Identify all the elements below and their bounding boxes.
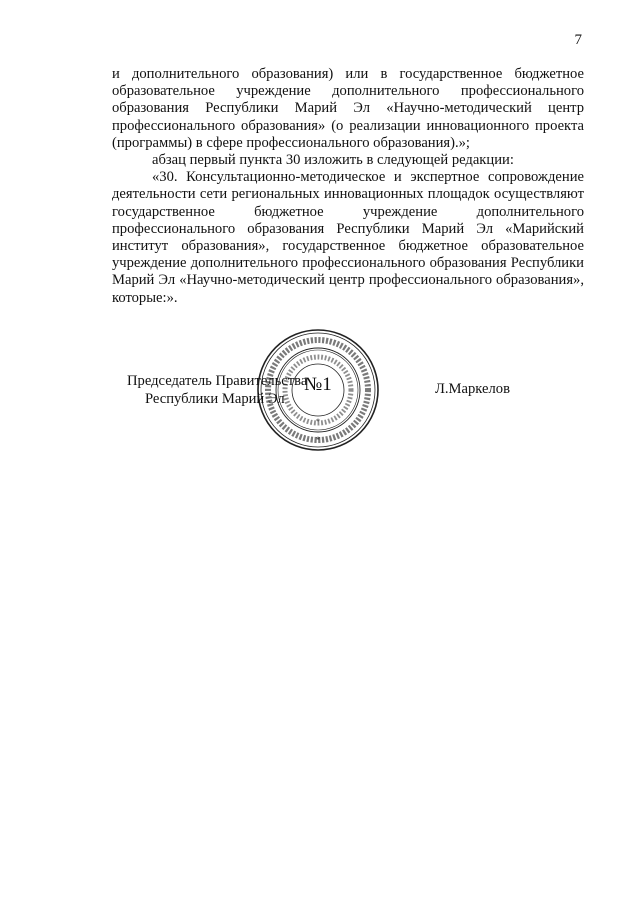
page-number: 7	[574, 32, 582, 48]
svg-text:*: *	[316, 417, 320, 426]
signatory-name: Л.Маркелов	[435, 381, 510, 397]
position-line-2: Республики Марий Эл	[145, 391, 285, 407]
signatory-position	[127, 372, 307, 408]
paragraph: и дополнительного образования) или в государственное бюджетное образовательное учреждение дополнительного профессионального образования Республики Марий Эл «Научно-методический центр профессионального образования» (о реализации инновационного проекта (программы) в сфере профессионального образования).»;	[112, 66, 584, 151]
position-line-1: Председатель Правительства	[127, 373, 308, 389]
paragraph: «30. Консультационно-методическое и экспертное сопровождение деятельности сети региональных инновационных площадок осуществляют государственное бюджетное учреждение дополнительного профессионального образования Республики Марий Эл «Марийский институт образования», государственное бюджетное образовательное учреждение дополнительного профессионального образования Республики Марий Эл «Научно-методический центр профессионального образования», которые:».	[112, 169, 584, 306]
svg-text:*: *	[315, 435, 321, 445]
seal-number: №1	[304, 374, 332, 395]
document-body	[112, 66, 584, 307]
paragraph: абзац первый пункта 30 изложить в следующей редакции:	[152, 152, 514, 169]
